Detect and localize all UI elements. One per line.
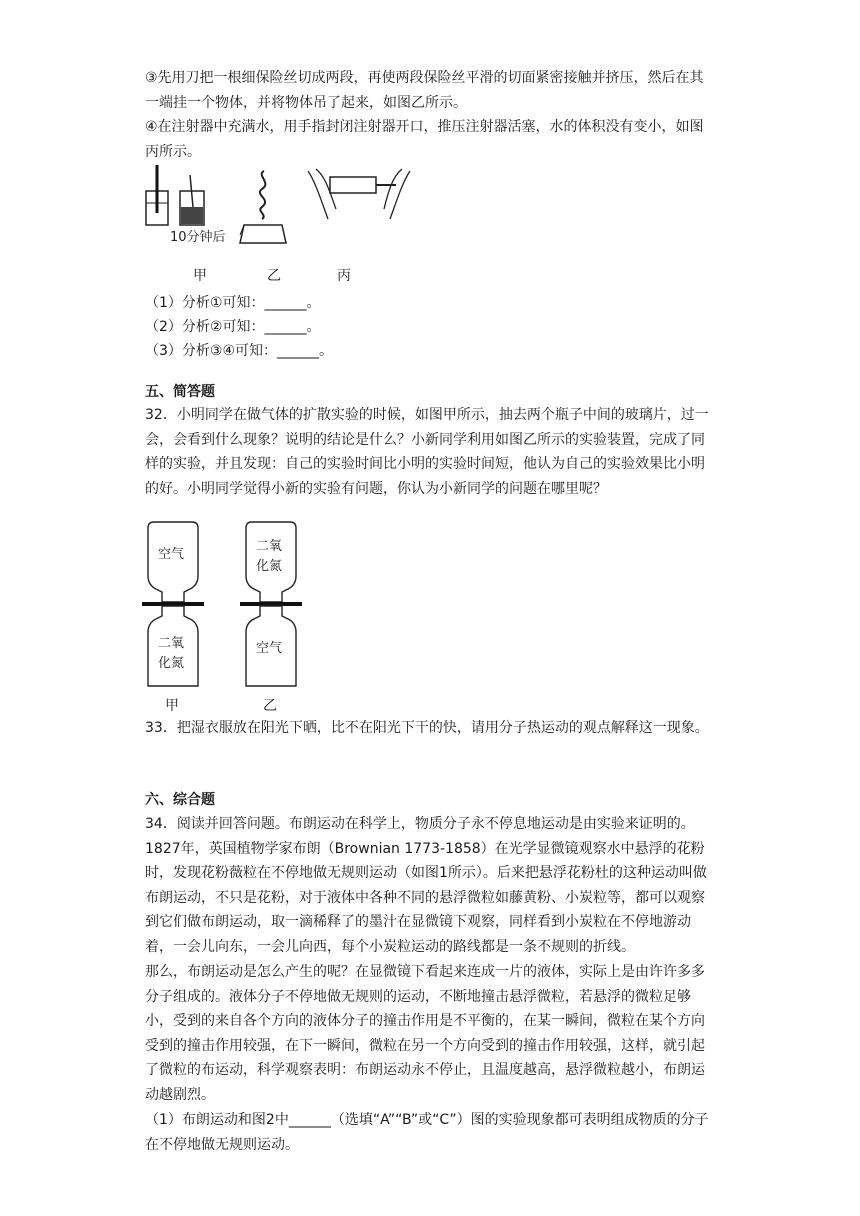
step-3-text: ③先用刀把一根细保险丝切成两段，再使两段保险丝平滑的切面紧密接触并挤压，然后在其一端挂一个物体，并将物体吊了起来，如图乙所示。 — [145, 70, 704, 111]
bottle-label-jia: 甲 — [165, 698, 179, 714]
fig-note: 10分钟后 — [170, 230, 226, 245]
bottle-pair-a — [142, 522, 204, 686]
section-5-title: 五、简答题 — [145, 384, 215, 400]
question-34-paragraph-1: 34．阅读并回答问题。布朗运动在科学上，物质分子永不停息地运动是由实验来证明的。1827年，英国植物学家布朗（Brownian 1773-1858）在光学显微镜观察水中悬浮的花粉时，发现花粉薇粒在不停地做无规则运动（如图1所示）。后来把悬浮花粉杜的这种运动叫做布朗运动，不只是花粉，对于液体中各种不同的悬浮微粒如藤黄粉、小炭粒等，都可以观察到它们做布朗运动，取一滴稀释了的墨汁在显微镜下观察，同样看到小炭粒在不停地游动着，一会儿向东，一会儿向西，每个小炭粒运动的路线都是一条不规则的折线。 — [145, 816, 707, 955]
question-34-1-prefix: （1）布朗运动和图2中 — [145, 1112, 289, 1128]
step-4-text: ④在注射器中充满水，用手指封闭注射器开口，推压注射器活塞，水的体积没有变小，如图丙所示。 — [145, 119, 704, 160]
experiment-figure — [140, 163, 420, 258]
question-34-1-blank: ______ — [288, 1112, 331, 1128]
question-2: （2）分析②可知：______。 — [145, 319, 321, 335]
fig-label-yi: 乙 — [267, 268, 281, 284]
syringe-hands-icon — [308, 169, 410, 219]
fuse-wire-weight-icon — [240, 171, 286, 243]
bottle-a-top-label: 空气 — [158, 547, 185, 562]
question-33: 33．把湿衣服放在阳光下晒，比不在阳光下干的快，请用分子热运动的观点解释这一现象。 — [145, 720, 709, 736]
fig-label-jia: 甲 — [193, 268, 207, 284]
bottle-b-top-label-2: 化氮 — [256, 559, 283, 574]
bottle-pair-b — [240, 522, 302, 686]
question-3: （3）分析③④可知：______。 — [145, 343, 334, 359]
diffusion-bottles-figure — [140, 520, 310, 695]
question-34-paragraph-2: 那么，布朗运动是怎么产生的呢？在显微镜下看起来连成一片的液体，实际上是由许许多多分子组成的。液体分子不停地做无规则的运动，不断地撞击悬浮微粒，若悬浮的微粒足够小，受到的来自各个方向的液体分子的撞击作用是不平衡的，在某一瞬间，微粒在某个方向受到的撞击作用较强，在下一瞬间，微粒在另一个方向受到的撞击作用较强，这样，就引起了微粒的布运动，科学观察表明：布朗运动永不停止，且温度越高，悬浮微粒越小，布朗运动越剧烈。 — [145, 964, 705, 1103]
bottle-a-bottom-label-1: 二氧 — [158, 636, 185, 651]
question-34-1 — [145, 1108, 717, 1157]
bottle-a-bottom-label-2: 化氮 — [158, 656, 185, 671]
bottle-b-bottom-label: 空气 — [256, 641, 283, 656]
question-32: 32．小明同学在做气体的扩散实验的时候，如图甲所示，抽去两个瓶子中间的玻璃片，过一会，会看到什么现象？说明的结论是什么？小新同学利用如图乙所示的实验装置，完成了同样的实验，并且发现：自己的实验时间比小明的实验时间短，他认为自己的实验效果比小明的好。小明同学觉得小新的实验有问题，你认为小新同学的问题在哪里呢？ — [145, 407, 709, 497]
section-6-title: 六、综合题 — [145, 792, 215, 808]
bottle-b-top-label-1: 二氧 — [256, 539, 283, 554]
beaker-ten-minutes-icon — [180, 175, 204, 225]
fig-label-bing: 丙 — [337, 268, 351, 284]
bottle-label-yi: 乙 — [263, 698, 277, 714]
question-1: （1）分析①可知：______。 — [145, 295, 321, 311]
question-34-1-suffix: （选填“A”“B”或“C”）图的实验现象都可表明组成物质的分子在不停地做无规则运动。 — [145, 1112, 709, 1153]
beaker-with-stirrer-icon — [146, 165, 168, 225]
